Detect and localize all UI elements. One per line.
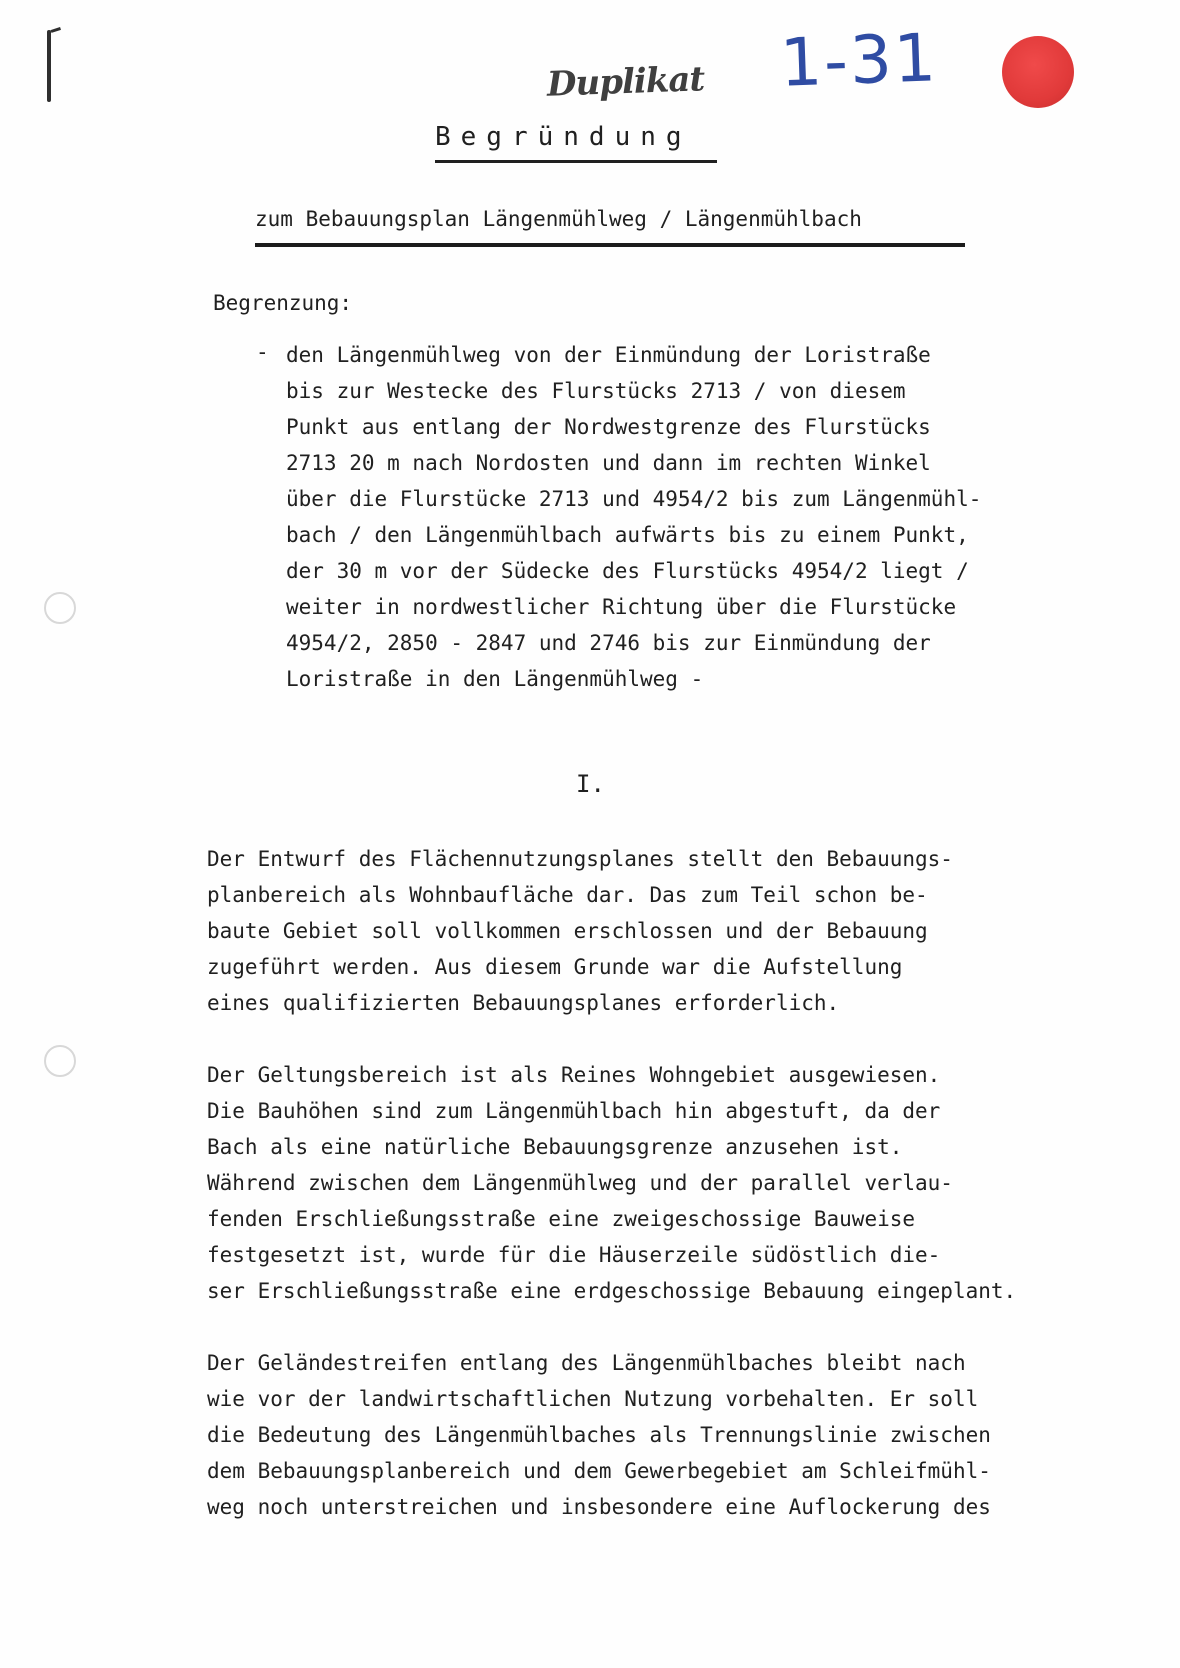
duplikat-stamp: Duplikat [546,59,705,105]
punch-hole-icon [44,1045,76,1077]
subtitle-underline [255,243,965,247]
red-dot-icon [1002,36,1074,108]
paragraph-3: Der Geländestreifen entlang des Längenmühlbaches bleibt nach wie vor der landwirtschaftlichen Nutzung vorbehalten. Er soll die Bedeutung des Längenmühlbaches als Trennungslinie zwischen dem Bebauungsplanbereich und dem Gewerbegebiet am Schleifmühl- weg noch unterstreichen und insbesondere eine Auflockerung des [207,1351,991,1519]
boundary-heading: Begrenzung: [213,291,353,315]
boundary-description: den Längenmühlweg von der Einmündung der Loristraße bis zur Westecke des Flurstücks 2713 / von diesem Punkt aus entlang der Nordwestgrenze des Flurstücks 2713 20 m nach Nordosten und dann im rechten Winkel über die Flurstücke 2713 und 4954/2 bis zum Längenmühl- bach / den Längenmühlbach aufwärts bis zu einem Punkt, der 30 m vor der Südecke des Flurstücks 4954/2 liegt / weiter in nordwestlicher Richtung über die Flurstücke 4954/2, 2850 - 2847 und 2746 bis zur Einmündung der Loristraße in den Längenmühlweg - [286,343,982,691]
page-title: Begründung [435,122,692,152]
margin-mark-tick [51,27,61,33]
title-underline [435,160,717,163]
page-subtitle: zum Bebauungsplan Längenmühlweg / Längenmühlbach [255,207,862,231]
margin-mark-icon [47,30,51,102]
reference-number: 1-31 [778,19,940,102]
paragraph-1: Der Entwurf des Flächennutzungsplanes stellt den Bebauungs- planbereich als Wohnbaufläche dar. Das zum Teil schon be- baute Gebiet soll vollkommen erschlossen und der Bebauung zugeführt werden. Aus diesem Grunde war die Aufstellung eines qualifizierten Bebauungsplanes erforderlich. [207,847,953,1015]
paragraph-2: Der Geltungsbereich ist als Reines Wohngebiet ausgewiesen. Die Bauhöhen sind zum Längenmühlbach hin abgestuft, da der Bach als eine natürliche Bebauungsgrenze anzusehen ist. Während zwischen dem Längenmühlweg und der parallel verlau- fenden Erschließungsstraße eine zweigeschossige Bauweise festgesetzt ist, wurde für die Häuserzeile südöstlich die- ser Erschließungsstraße eine erdgeschossige Bebauung eingeplant. [207,1063,1017,1303]
punch-hole-icon [44,592,76,624]
boundary-bullet: - [256,340,269,364]
section-number: I. [576,770,605,798]
